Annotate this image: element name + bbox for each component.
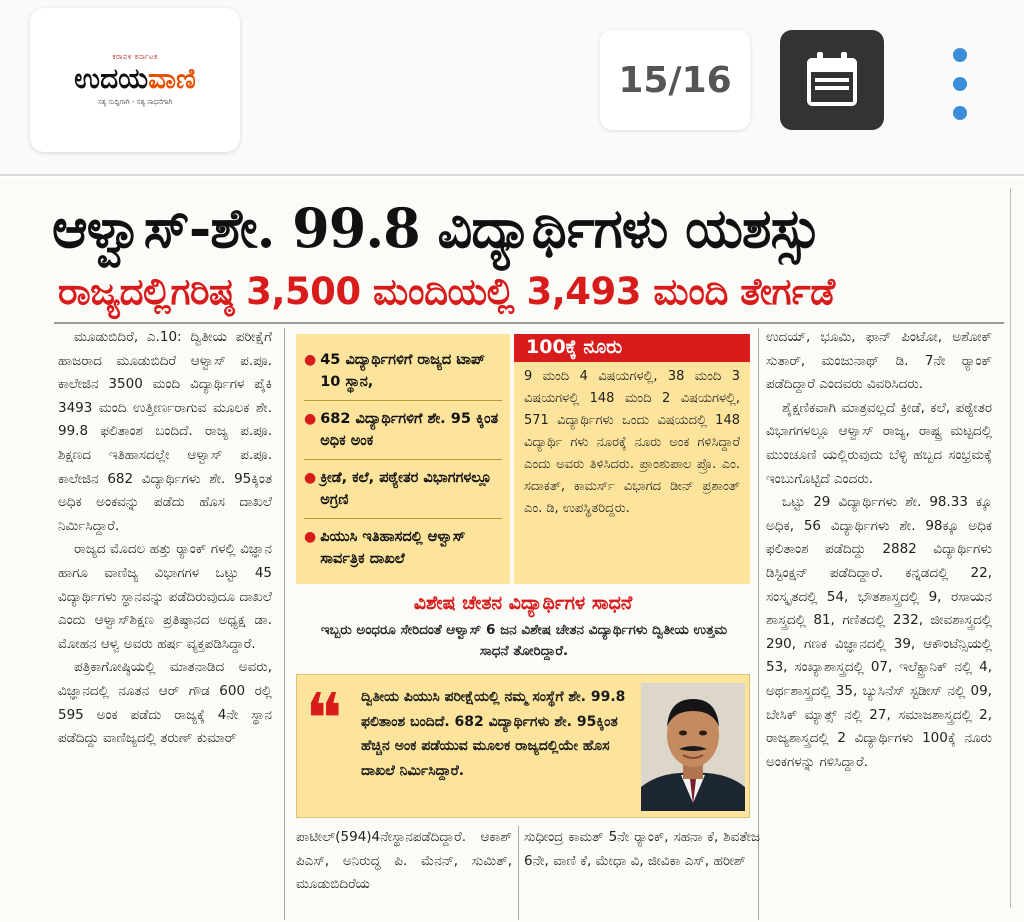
app-bar xyxy=(0,0,1024,176)
column-paragraph: ಶೈಕ್ಷಣಿಕವಾಗಿ ಮಾತ್ರವಲ್ಲದೆ ಕ್ರೀಡೆ, ಕಲೆ, ಪಠ್ಯೇತರ ವಿಭಾಗಗಳಲ್ಲೂ ಆಳ್ವಾಸ್‌ ರಾಜ್ಯ, ರಾಷ್ಟ್ರ ಮಟ್ಟದಲ್ಲಿ ಮುಂಚೂಣಿ ಯಲ್ಲಿರುವುದು ಬೆಳ್ಳಿ ಹಬ್ಬದ ಸಂಭ್ರಮಕ್ಕೆ ಇಂಬುಗೊಟ್ಟಿದೆ ಎಂದರು. xyxy=(766,399,992,487)
article-column-3-bottom xyxy=(524,826,760,873)
column-divider xyxy=(518,826,519,920)
column-paragraph: ಸುಧೀಂದ್ರ ಕಾಮತ್‌ 5ನೇ ರ‍್ಯಾಂಕ್‌, ಸಹನಾ ಕೆ, ಶಿವತೇಜ 6ನೇ, ವಾಣಿ ಕೆ, ಮೇಧಾ ವಿ, ಜೀವಿಕಾ ಎಸ್‌, ಹರೀಶ್‌ xyxy=(524,829,760,869)
logo-text-main: ಉದಯ xyxy=(74,62,149,95)
bullet-icon: ● xyxy=(304,470,317,486)
logo-tagline-bottom: ಸತ್ಯ ಸುದ್ದಿಗಾಗಿ - ಸತ್ಯ ಸಾಧನೆಗಾಗಿ xyxy=(97,98,173,106)
publication-logo[interactable] xyxy=(30,8,240,152)
bullet-icon: ● xyxy=(304,529,317,545)
more-options-button[interactable] xyxy=(940,48,980,120)
calendar-icon xyxy=(803,50,861,110)
quote-mark-icon: ❝ xyxy=(305,678,343,760)
hundred-box-body: 9 ಮಂದಿ 4 ವಿಷಯಗಳಲ್ಲಿ, 38 ಮಂದಿ 3 ವಿಷಯಗಳಲ್ಲಿ 148 ಮಂದಿ 2 ವಿಷಯಗಳಲ್ಲಿ, 571 ವಿದ್ಯಾರ್ಥಿಗಳು ಒಂದು ವಿಷಯದಲ್ಲಿ 148 ವಿದ್ಯಾರ್ಥಿ ಗಳು ನೂರಕ್ಕೆ ನೂರು ಅಂಕ ಗಳಿಸಿದ್ದಾರೆ ಎಂದು ಅವರು ತಿಳಿಸಿದರು. ಪ್ರಾಂಶುಪಾಲ ಪ್ರೊ. ಎಂ. ಸದಾಕತ್‌, ಕಾಮರ್ಸ್ ವಿಭಾಗದ ಡೀನ್‌ ಪ್ರಶಾಂತ್‌ ಎಂ. ಡಿ, ಉಪಸ್ಥಿತರಿದ್ದರು. xyxy=(524,369,740,516)
highlight-item xyxy=(304,342,502,401)
article-column-1 xyxy=(58,326,272,751)
column-paragraph: ಪತ್ರಿಕಾಗೋಷ್ಠಿಯಲ್ಲಿ ಮಾತನಾಡಿದ ಅವರು, ವಿಜ್ಞಾನದಲ್ಲಿ ನೂತನ ಆರ್‌ ಗೌಡ 600 ರಲ್ಲಿ 595 ಅಂಕ ಪಡೆದು ರಾಜ್ಯಕ್ಕೆ 4ನೇ ಸ್ಥಾನ ಪಡೆದಿದ್ದು ವಾಣಿಜ್ಯದಲ್ಲಿ ತರುಣ್‌ ಕುಮಾರ್‌ xyxy=(58,659,272,747)
portrait-illustration xyxy=(641,683,745,811)
column-paragraph: ಉದಯ್‌, ಭೂಮಿ, ಫಾನ್‌ ಪಿಂಟೋ, ಅಶೋಕ್‌ ಸುತಾರ್‌, ಮಂಜುನಾಥ್‌ ಡಿ. 7ನೇ ರ‍್ಯಾಂಕ್‌ ಪಡೆದಿದ್ದಾರೆ ಎಂದವರು ವಿವರಿಸಿದರು. xyxy=(766,329,992,393)
next-page-edge xyxy=(1010,188,1024,908)
logo-text xyxy=(74,62,196,96)
more-vertical-icon-dot xyxy=(953,77,967,91)
more-vertical-icon-dot xyxy=(953,106,967,120)
column-paragraph: ಒಟ್ಟು 29 ವಿದ್ಯಾರ್ಥಿಗಳು ಶೇ. 98.33 ಕ್ಕೂ ಅಧಿಕ, 56 ವಿದ್ಯಾರ್ಥಿಗಳು ಶೇ. 98ಕ್ಕೂ ಅಧಿಕ ಫಲಿತಾಂಶ ಪಡೆದಿದ್ದು 2882 ವಿದ್ಯಾರ್ಥಿಗಳು ಡಿಸ್ಟಿಂಕ್ಷನ್‌ ಪಡೆದಿದ್ದಾರೆ. ಕನ್ನಡದಲ್ಲಿ 22, ಸಂಸ್ಕೃತದಲ್ಲಿ 54, ಭೌತಶಾಸ್ತ್ರದಲ್ಲಿ 9, ರಸಾಯನ ಶಾಸ್ತ್ರದಲ್ಲಿ 81, ಗಣಿತದಲ್ಲಿ 232, ಜೀವಶಾಸ್ತ್ರದಲ್ಲಿ 290, ಗಣಕ ವಿಜ್ಞಾನದಲ್ಲಿ 39, ಆಕೌಂಟೆನ್ಸಿಯಲ್ಲಿ 53, ಸಂಖ್ಯಾಶಾಸ್ತ್ರದಲ್ಲಿ 07, ಇಲೆಕ್ಟ್ರಾನಿಕ್‌ ನಲ್ಲಿ 4, ಅರ್ಥಶಾಸ್ತ್ರದಲ್ಲಿ 35, ಬ್ಯುಸಿನೆಸ್‌ ಸ್ಟಡೀಸ್‌ ನಲ್ಲಿ 09, ಬೇಸಿಕ್‌ ಮ್ಯಾತ್ಸ್‌ ನಲ್ಲಿ 27, ಸಮಾಜಶಾಸ್ತ್ರದಲ್ಲಿ 2, ರಾಜ್ಯಶಾಸ್ತ್ರದಲ್ಲಿ 2 ವಿದ್ಯಾರ್ಥಿಗಳು 100ಕ್ಕೆ ನೂರು ಅಂಕಗಳನ್ನು ಗಳಿಸಿದ್ದಾರೆ. xyxy=(766,494,992,770)
logo-tagline-top: ಕರಾವಳಿ ಕರ್ನಾಟಕ xyxy=(112,53,158,61)
bullet-icon: ● xyxy=(304,411,317,427)
column-paragraph: ಪಾಟೀಲ್‌(594)4ನೇಸ್ಥಾನಪಡೆದಿದ್ದಾರೆ. ಆಕಾಶ್‌ ಪಿಎಸ್‌, ಅನಿರುದ್ಧ ಪಿ. ಮೆನನ್‌, ಸುಮಿತ್‌, ಮೂಡುಬಿದಿರೆಯ xyxy=(296,829,512,893)
headline-rule xyxy=(54,322,1004,324)
column-divider xyxy=(284,328,285,920)
hundred-box-title: 100ಕ್ಕೆ ನೂರು xyxy=(514,334,750,362)
highlight-text: 682 ವಿದ್ಯಾರ್ಥಿಗಳಿಗೆ ಶೇ. 95 ಕ್ಕಿಂತ ಅಧಿಕ ಅಂಕ xyxy=(320,411,499,449)
article-column-2-bottom xyxy=(296,826,512,897)
article-column-4 xyxy=(766,326,992,774)
highlight-text: 45 ವಿದ್ಯಾರ್ಥಿಗಳಿಗೆ ರಾಜ್ಯದ ಟಾಪ್‌ 10 ಸ್ಥಾನ, xyxy=(320,352,485,390)
portrait-photo xyxy=(641,683,745,811)
bullet-icon: ● xyxy=(304,352,317,368)
calendar-button[interactable] xyxy=(780,30,884,130)
quote-text: ದ್ವಿತೀಯ ಪಿಯುಸಿ ಪರೀಕ್ಷೆಯಲ್ಲಿ ನಮ್ಮ ಸಂಸ್ಥೆಗೆ ಶೇ. 99.8 ಫಲಿತಾಂಶ ಬಂದಿದೆ. 682 ವಿದ್ಯಾರ್ಥಿಗಳು ಶೇ. 95ಕ್ಕಿಂತ ಹೆಚ್ಚಿನ ಅಂಕ ಪಡೆಯುವ ಮೂಲಕ ರಾಜ್ಯದಲ್ಲಿಯೇ ಹೊಸ ದಾಖಲೆ ನಿರ್ಮಿಸಿದ್ದಾರೆ. xyxy=(361,689,626,779)
highlight-text: ಕ್ರೀಡೆ, ಕಲೆ, ಪಠ್ಯೇತರ ವಿಭಾಗಗಳಲ್ಲೂ ಅಗ್ರಣಿ xyxy=(320,470,492,508)
column-paragraph: ಮೂಡುಬಿದಿರೆ, ಎ.10: ದ್ವಿತೀಯ ಪರೀಕ್ಷೆಗೆ ಹಾಜರಾದ ಮೂಡುಬಿದಿರೆ ಆಳ್ವಾಸ್‌ ಪ.ಪೂ. ಕಾಲೇಜಿನ 3500 ಮಂದಿ ವಿದ್ಯಾರ್ಥಿಗಳ ಪೈಕಿ 3493 ಮಂದಿ ಉತ್ತೀರ್ಣರಾಗುವ ಮೂಲಕ ಶೇ. 99.8 ಫಲಿತಾಂಶ ಬಂದಿದೆ. ರಾಜ್ಯ ಪ.ಪೂ. ಶಿಕ್ಷಣದ ಇತಿಹಾಸದಲ್ಲೇ ಆಳ್ವಾಸ್‌ ಪ.ಪೂ. ಕಾಲೇಜಿನ 682 ವಿದ್ಯಾರ್ಥಿಗಳು ಶೇ. 95ಕ್ಕಿಂತ ಅಧಿಕ ಅಂಕವನ್ನು ಪಡೆದು ಹೊಸ ದಾಖಲೆ ನಿರ್ಮಿಸಿದ್ದಾರೆ. xyxy=(58,329,272,534)
highlight-text: ಪಿಯುಸಿ ಇತಿಹಾಸದಲ್ಲಿ ಆಳ್ವಾಸ್‌ ಸಾರ್ವತ್ರಿಕ ದಾಖಲೆ xyxy=(320,529,466,567)
article-subheadline: ರಾಜ್ಯದಲ್ಲಿಗರಿಷ್ಠ 3,500 ಮಂದಿಯಲ್ಲಿ 3,493 ಮಂದಿ ತೇರ್ಗಡೆ xyxy=(58,270,835,313)
highlight-item xyxy=(304,519,502,577)
highlights-box xyxy=(296,334,510,584)
epaper-page[interactable] xyxy=(0,178,1024,922)
more-vertical-icon xyxy=(953,48,967,62)
page-counter[interactable]: 15/16 xyxy=(600,30,750,130)
highlight-item xyxy=(304,401,502,460)
special-section-text: ಇಬ್ಬರು ಅಂಧರೂ ಸೇರಿದಂತೆ ಆಳ್ವಾಸ್‌ 6 ಜನ ವಿಶೇಷ ಚೇತನ ವಿದ್ಯಾರ್ಥಿಗಳು ದ್ವಿತೀಯ ಉತ್ತಮ ಸಾಧನೆ ತೋರಿದ್ದಾರೆ. xyxy=(320,622,728,659)
quote-box xyxy=(296,674,750,818)
highlight-item xyxy=(304,460,502,519)
special-section-title: ವಿಶೇಷ ಚೇತನ ವಿದ್ಯಾರ್ಥಿಗಳ ಸಾಧನೆ xyxy=(413,592,633,614)
column-paragraph: ರಾಜ್ಯದ ಮೊದಲ ಹತ್ತು ರ‍್ಯಾಂಕ್‌ ಗಳಲ್ಲಿ ವಿಜ್ಞಾನ ಹಾಗೂ ವಾಣಿಜ್ಯ ವಿಭಾಗಗಳ ಒಟ್ಟು 45 ವಿದ್ಯಾರ್ಥಿಗಳು ಸ್ಥಾನವನ್ನು ಪಡೆದಿರುವುದೂ ದಾಖಲೆ ಎಂದು ಆಳ್ವಾಸ್‌ಶಿಕ್ಷಣ ಪ್ರತಿಷ್ಠಾನದ ಅಧ್ಯಕ್ಷ ಡಾ. ಮೋಹನ ಆಳ್ವ ಅವರು ಹರ್ಷ ವ್ಯಕ್ತಪಡಿಸಿದ್ದಾರೆ. xyxy=(58,541,272,652)
logo-text-accent: ವಾಣಿ xyxy=(148,62,196,95)
article-headline: ಆಳ್ವಾಸ್‌-ಶೇ. 99.8 ವಿದ್ಯಾರ್ಥಿಗಳು ಯಶಸ್ಸು xyxy=(52,196,821,260)
hundred-percent-box xyxy=(514,334,750,584)
